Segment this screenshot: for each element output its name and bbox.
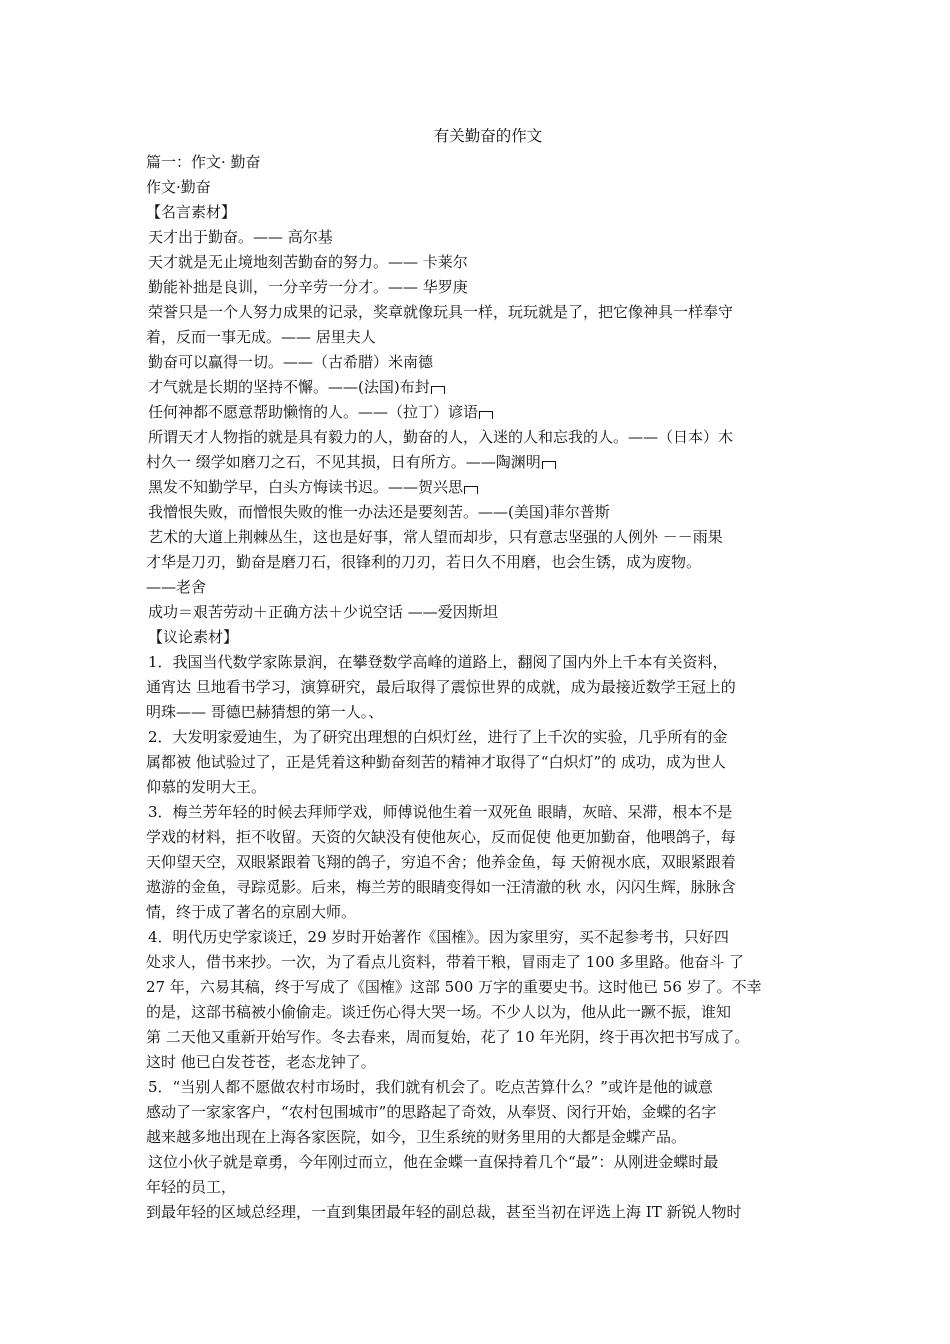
bracket-mark-icon — [542, 461, 556, 469]
document-line — [146, 800, 820, 825]
document-line — [146, 700, 820, 725]
line-text: 27 年，六易其稿，终于写成了《国榷》这部 500 万字的重要史书。这时他已 56 岁了。不幸 — [146, 978, 762, 996]
bracket-mark-icon — [431, 386, 445, 394]
document-line — [146, 250, 820, 275]
document-line — [146, 450, 820, 475]
document-line — [146, 825, 820, 850]
line-text: 任何神都不愿意帮助懒惰的人。——（拉丁）谚语 — [148, 403, 479, 421]
document-line — [146, 850, 820, 875]
document-line — [146, 625, 820, 650]
line-text: 5．“当别人都不愿做农村市场时，我们就有机会了。吃点苦算什么？”或许是他的诚意 — [148, 1078, 713, 1096]
document-line — [146, 575, 820, 600]
line-text: 我憎恨失败，而憎恨失败的惟一办法还是要刻苦。——(美国)菲尔普斯 — [148, 503, 610, 521]
document-line — [146, 350, 820, 375]
document-line — [146, 500, 820, 525]
line-text: 成功＝艰苦劳动＋正确方法＋少说空话 ——爱因斯坦 — [148, 603, 498, 621]
line-text: 艺术的大道上荆棘丛生，这也是好事，常人望而却步，只有意志坚强的人例外 －－雨果 — [148, 528, 723, 546]
document-line — [146, 975, 820, 1000]
line-text: 属都被 他试验过了，正是凭着这种勤奋刻苦的精神才取得了“白炽灯”的 成功，成为世人 — [146, 753, 726, 771]
bracket-mark-icon — [479, 411, 493, 419]
document-line — [146, 1075, 820, 1100]
document-line — [146, 1000, 820, 1025]
document-line — [146, 1100, 820, 1125]
line-text: 第 二天他又重新开始写作。冬去春来，周而复始，花了 10 年光阴，终于再次把书写成了。 — [146, 1028, 750, 1046]
document-line — [146, 900, 820, 925]
document-line — [146, 600, 820, 625]
line-text: 这时 他已白发苍苍，老态龙钟了。 — [146, 1053, 376, 1071]
line-text: 荣誉只是一个人努力成果的记录，奖章就像玩具一样，玩玩就是了，把它像神具一样奉守 — [148, 303, 734, 321]
document-line — [146, 475, 820, 500]
document-line — [146, 425, 820, 450]
document-line — [146, 750, 820, 775]
line-text: 天才出于勤奋。—— 高尔基 — [148, 228, 333, 246]
document-line — [146, 925, 820, 950]
document-line — [146, 550, 820, 575]
line-text: 这位小伙子就是章勇，今年刚过而立，他在金蝶一直保持着几个“最”：从刚进金蝶时最 — [148, 1153, 719, 1171]
document-body — [146, 150, 820, 1225]
document-line — [146, 175, 820, 200]
line-text: 明珠—— 哥德巴赫猜想的第一人。、 — [146, 703, 384, 721]
document-line — [146, 1050, 820, 1075]
document-line — [146, 650, 820, 675]
document-page — [146, 124, 820, 1225]
line-text: 1．我国当代数学家陈景润，在攀登数学高峰的道路上，翻阅了国内外上千本有关资料， — [148, 653, 728, 671]
line-text: 感动了一家家客户，“农村包围城市”的思路起了奇效，从奉贤、闵行开始，金蝶的名字 — [146, 1103, 717, 1121]
line-text: 勤能补拙是良训，一分辛劳一分才。—— 华罗庚 — [148, 278, 468, 296]
line-text: 才气就是长期的坚持不懈。——(法国)布封 — [148, 378, 430, 396]
document-line — [146, 275, 820, 300]
document-line — [146, 775, 820, 800]
document-line — [146, 200, 820, 225]
document-line — [146, 1125, 820, 1150]
document-line — [146, 1200, 820, 1225]
line-text: 黑发不知勤学早，白头方悔读书迟。——贺兴思 — [148, 478, 464, 496]
line-text: 天仰望天空，双眼紧跟着飞翔的鸽子，穷追不舍；他养金鱼，每 天俯视水底，双眼紧跟着 — [146, 853, 736, 871]
document-line — [146, 400, 820, 425]
line-text: 通宵达 旦地看书学习，演算研究，最后取得了震惊世界的成就，成为最接近数学王冠上的 — [146, 678, 736, 696]
document-line — [146, 675, 820, 700]
line-text: 勤奋可以赢得一切。——（古希腊）米南德 — [148, 353, 434, 371]
document-line — [146, 525, 820, 550]
line-text: 着，反而一事无成。—— 居里夫人 — [146, 328, 376, 346]
line-text: 所谓天才人物指的就是具有毅力的人，勤奋的人，入迷的人和忘我的人。——（日本）木 — [148, 428, 734, 446]
line-text: 天才就是无止境地刻苦勤奋的努力。—— 卡莱尔 — [148, 253, 468, 271]
document-line — [146, 1150, 820, 1175]
document-line — [146, 150, 820, 175]
line-text: 【名言素材】 — [146, 203, 237, 221]
document-line — [146, 325, 820, 350]
line-text: 作文·勤奋 — [146, 178, 211, 196]
line-text: 越来越多地出现在上海各家医院，如今，卫生系统的财务里用的大都是金蝶产品。 — [146, 1128, 687, 1146]
line-text: 村久一 缀学如磨刀之石，不见其损，日有所方。——陶渊明 — [146, 453, 541, 471]
line-text: 处求人，借书来抄。一次，为了看点儿资料，带着干粮，冒雨走了 100 多里路。他奋斗 了 — [146, 953, 744, 971]
line-text: 情，终于成了著名的京剧大师。 — [146, 903, 357, 921]
line-text: 学戏的材料，拒不收留。天资的欠缺没有使他灰心，反而促使 他更加勤奋，他喂鸽子，每 — [146, 828, 736, 846]
line-text: 年轻的员工， — [146, 1178, 237, 1196]
line-text: ——老舍 — [146, 578, 207, 596]
document-line — [146, 1025, 820, 1050]
line-text: 才华是刀刃，勤奋是磨刀石，很锋利的刀刃，若日久不用磨，也会生锈，成为废物。 — [146, 553, 702, 571]
document-line — [146, 300, 820, 325]
line-text: 【议论素材】 — [148, 628, 239, 646]
line-text: 2．大发明家爱迪生，为了研究出理想的白炽灯丝，进行了上千次的实验，几乎所有的金 — [148, 728, 728, 746]
document-line — [146, 225, 820, 250]
line-text: 到最年轻的区域总经理，一直到集团最年轻的副总裁，甚至当初在评选上海 IT 新锐人物时 — [146, 1203, 742, 1221]
document-line — [146, 875, 820, 900]
document-line — [146, 375, 820, 400]
bracket-mark-icon — [464, 486, 478, 494]
document-line — [146, 950, 820, 975]
line-text: 3．梅兰芳年轻的时候去拜师学戏，师傅说他生着一双死鱼 眼睛，灰暗、呆滞，根本不是 — [148, 803, 733, 821]
line-text: 遨游的金鱼，寻踪觅影。后来，梅兰芳的眼睛变得如一汪清澈的秋 水，闪闪生辉，脉脉含 — [146, 878, 736, 896]
document-line — [146, 1175, 820, 1200]
line-text: 4．明代历史学家谈迁，29 岁时开始著作《国榷》。因为家里穷，买不起参考书，只好四 — [148, 928, 729, 946]
line-text: 篇一：作文· 勤奋 — [146, 153, 261, 171]
line-text: 的是，这部书稿被小偷偷走。谈迁伤心得大哭一场。不少人以为，他从此一蹶不振，谁知 — [146, 1003, 732, 1021]
document-title: 有关勤奋的作文 — [433, 127, 543, 145]
line-text: 仰慕的发明大王。 — [146, 778, 267, 796]
document-line — [146, 725, 820, 750]
